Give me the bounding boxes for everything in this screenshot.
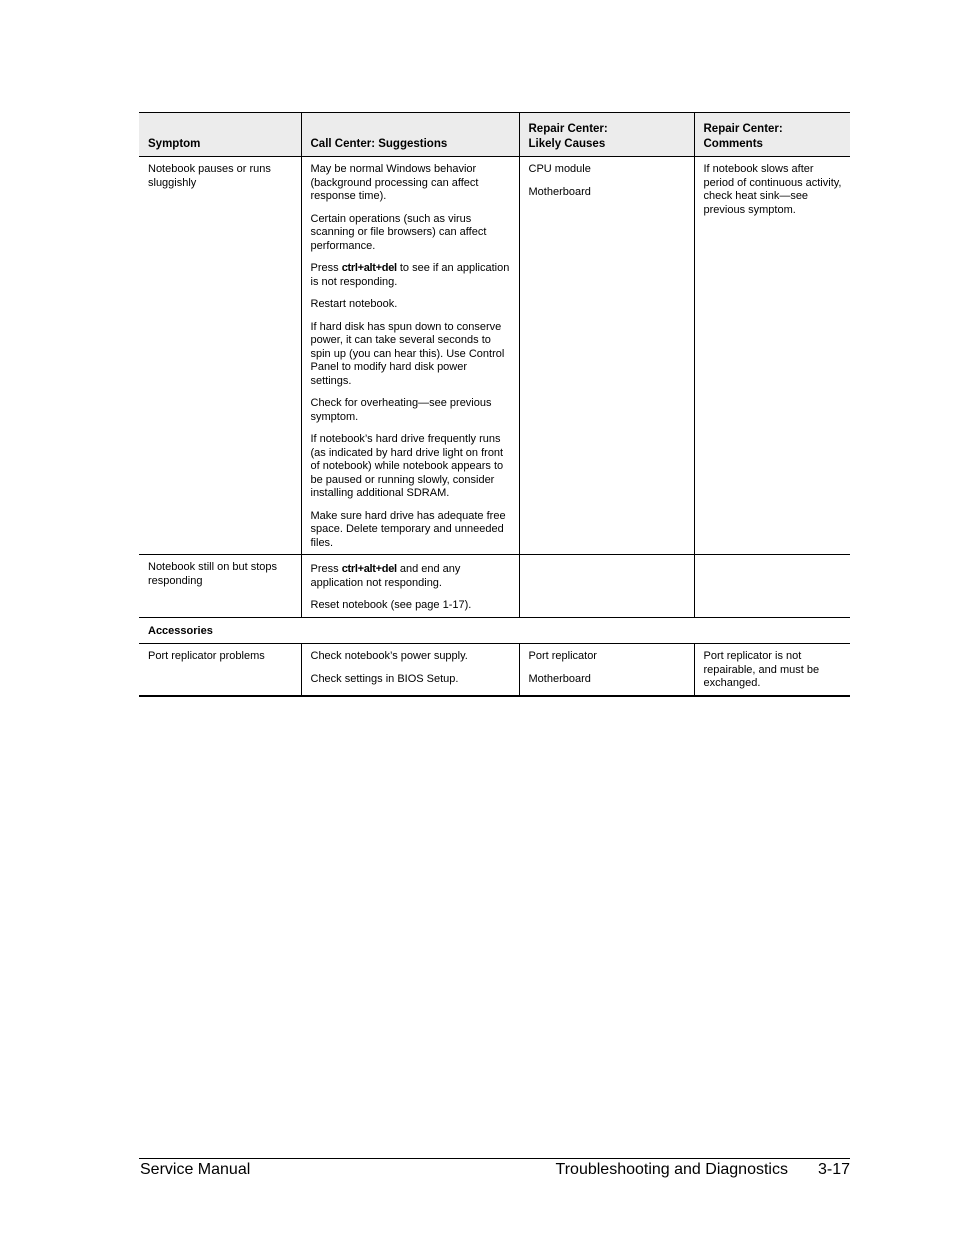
suggestion: Certain operations (such as virus scanning or file browsers) can affect performance. [310, 212, 487, 252]
comments-cell [694, 555, 850, 618]
suggestion: Make sure hard drive has adequate free space. Delete temporary and unneeded files. [310, 509, 506, 549]
section-row [139, 617, 850, 644]
table-row [139, 157, 850, 555]
cause: Port replicator [528, 650, 597, 662]
causes-cell [519, 555, 694, 618]
page-number: 3-17 [817, 1161, 850, 1178]
suggestions-cell [301, 157, 519, 555]
suggestion: May be normal Windows behavior (background processing can affect response time). [310, 163, 479, 202]
footer-right-group [556, 1160, 850, 1180]
header-call-center: Call Center: Suggestions [301, 113, 519, 157]
header-symptom: Symptom [139, 113, 301, 157]
suggestion: Check settings in BIOS Setup. [310, 672, 459, 685]
comments-cell: If notebook slows after period of continuous activity, check heat sink—see previous symptom. [694, 157, 850, 555]
footer-manual-title: Service Manual [140, 1161, 251, 1178]
cause: CPU module [528, 163, 591, 175]
suggestion: If notebook’s hard drive frequently runs (as indicated by hard drive light on front of notebook) while notebook appears to be paused or running slowly, consider installing additional SDRAM. [310, 433, 504, 499]
suggestion: Press ctrl+alt+del and end any application not responding. [310, 563, 461, 589]
cause: Motherboard [528, 672, 591, 685]
section-title: Accessories [139, 617, 850, 644]
header-likely-causes: Repair Center: Likely Causes [519, 113, 694, 157]
table-header-row [139, 113, 850, 157]
symptom-cell: Notebook still on but stops responding [139, 555, 301, 618]
troubleshooting-table [139, 112, 850, 697]
symptom-cell: Notebook pauses or runs sluggishly [139, 157, 301, 555]
causes-cell [519, 644, 694, 696]
key-combination: ctrl+alt+del [341, 262, 397, 274]
symptom-cell: Port replicator problems [139, 644, 301, 696]
causes-cell [519, 157, 694, 555]
suggestions-cell [301, 555, 519, 618]
table-row [139, 555, 850, 618]
suggestion: Check notebook’s power supply. [310, 650, 468, 662]
suggestion: If hard disk has spun down to conserve power, it can take several seconds to spin up (you can hear this). Use Control Panel to modify hard disk power settings. [310, 320, 505, 387]
comments-cell: Port replicator is not repairable, and must be exchanged. [694, 644, 850, 696]
suggestions-cell [301, 644, 519, 696]
key-combination: ctrl+alt+del [341, 563, 397, 575]
table-row [139, 644, 850, 696]
suggestion: Reset notebook (see page 1-17). [310, 599, 472, 611]
header-comments: Repair Center: Comments [694, 113, 850, 157]
suggestion: Restart notebook. [310, 298, 398, 310]
footer-chapter-title: Troubleshooting and Diagnostics [555, 1161, 788, 1178]
cause: Motherboard [528, 185, 591, 198]
footer-divider [139, 1158, 850, 1159]
suggestion: Check for overheating—see previous symptom. [310, 397, 492, 423]
suggestion: Press ctrl+alt+del to see if an application is not responding. [310, 262, 510, 288]
